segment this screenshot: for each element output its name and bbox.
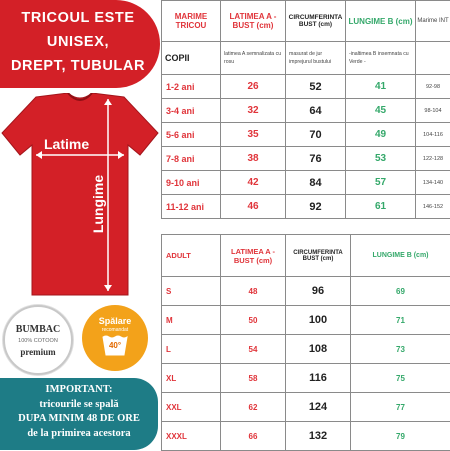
spalare-subtitle: recomandat xyxy=(82,327,148,333)
important-note xyxy=(0,378,158,450)
table-header-row xyxy=(162,235,450,277)
note-lungime: -inaltimea B insemnata cu Verde - xyxy=(346,42,416,75)
note-copii: COPII xyxy=(162,42,221,75)
lungime-cell: 53 xyxy=(346,147,416,171)
latime-cell: 66 xyxy=(221,422,286,451)
size-cell: 11-12 ani xyxy=(162,195,221,219)
lungime-cell: 77 xyxy=(351,393,450,422)
header-circumferinta: CIRCUMFERINTA BUST (cm) xyxy=(286,1,346,42)
latime-cell: 35 xyxy=(221,123,286,147)
circumferinta-cell: 132 xyxy=(286,422,351,451)
latime-cell: 54 xyxy=(221,335,286,364)
bumbac-tag: premium xyxy=(5,347,71,357)
header-marime: MARIME TRICOU xyxy=(162,1,221,42)
latime-cell: 48 xyxy=(221,277,286,306)
circumferinta-cell: 64 xyxy=(286,99,346,123)
spalare-badge xyxy=(82,305,148,371)
size-cell: L xyxy=(162,335,221,364)
table-row xyxy=(162,195,450,219)
size-cell: M xyxy=(162,306,221,335)
title-line: TRICOUL ESTE xyxy=(8,6,148,30)
size-cell: 3-4 ani xyxy=(162,99,221,123)
circumferinta-cell: 92 xyxy=(286,195,346,219)
table-row xyxy=(162,335,450,364)
table-row xyxy=(162,171,450,195)
header-lungime: LUNGIME B (cm) xyxy=(351,235,450,277)
table-notes-row xyxy=(162,42,450,75)
bumbac-title: BUMBAC xyxy=(5,324,71,335)
circumferinta-cell: 76 xyxy=(286,147,346,171)
note-latime: latimea A semnalizata cu rosu xyxy=(221,42,286,75)
lungime-cell: 61 xyxy=(346,195,416,219)
circumferinta-cell: 116 xyxy=(286,364,351,393)
int-cell: 122-128 xyxy=(416,147,450,171)
table-row xyxy=(162,75,450,99)
int-cell: 134-140 xyxy=(416,171,450,195)
table-row xyxy=(162,99,450,123)
table-row xyxy=(162,364,450,393)
header-latime: LATIMEA A - BUST (cm) xyxy=(221,235,286,277)
header-latime: LATIMEA A - BUST (cm) xyxy=(221,1,286,42)
lungime-cell: 71 xyxy=(351,306,450,335)
lungime-label: Lungime xyxy=(90,164,106,244)
adult-size-table xyxy=(161,234,450,451)
circumferinta-cell: 96 xyxy=(286,277,351,306)
lungime-cell: 57 xyxy=(346,171,416,195)
tshirt-icon xyxy=(0,93,160,298)
note-line: de la primirea acestora xyxy=(0,427,158,442)
bumbac-subtitle: 100% COTOON xyxy=(5,338,71,344)
latime-cell: 38 xyxy=(221,147,286,171)
latime-cell: 58 xyxy=(221,364,286,393)
lungime-cell: 75 xyxy=(351,364,450,393)
lungime-cell: 69 xyxy=(351,277,450,306)
note-line: IMPORTANT: xyxy=(0,383,158,398)
lungime-cell: 41 xyxy=(346,75,416,99)
latime-cell: 32 xyxy=(221,99,286,123)
lungime-cell: 79 xyxy=(351,422,450,451)
kids-size-table xyxy=(161,0,450,219)
latime-cell: 50 xyxy=(221,306,286,335)
size-cell: XL xyxy=(162,364,221,393)
lungime-cell: 73 xyxy=(351,335,450,364)
spalare-title: Spălare xyxy=(82,316,148,326)
table-row xyxy=(162,277,450,306)
size-cell: S xyxy=(162,277,221,306)
table-row xyxy=(162,147,450,171)
int-cell: 146-152 xyxy=(416,195,450,219)
circumferinta-cell: 70 xyxy=(286,123,346,147)
latime-cell: 62 xyxy=(221,393,286,422)
circumferinta-cell: 52 xyxy=(286,75,346,99)
table-row xyxy=(162,306,450,335)
tshirt-illustration xyxy=(0,93,160,298)
note-circumferinta: masurat de jur imprejurul bustului xyxy=(286,42,346,75)
size-cell: XXL xyxy=(162,393,221,422)
latime-cell: 42 xyxy=(221,171,286,195)
size-cell: 1-2 ani xyxy=(162,75,221,99)
header-lungime: LUNGIME B (cm) xyxy=(346,1,416,42)
size-cell: 9-10 ani xyxy=(162,171,221,195)
table-row xyxy=(162,123,450,147)
spalare-temperature: 40° xyxy=(102,341,128,350)
table-header-row xyxy=(162,1,450,42)
size-cell: 7-8 ani xyxy=(162,147,221,171)
table-row xyxy=(162,393,450,422)
int-cell: 92-98 xyxy=(416,75,450,99)
int-cell: 98-104 xyxy=(416,99,450,123)
note-line: tricourile se spală xyxy=(0,398,158,413)
table-row xyxy=(162,422,450,451)
header-adult: ADULT xyxy=(162,235,221,277)
header-circumferinta: CIRCUMFERINTA BUST (cm) xyxy=(286,235,351,277)
circumferinta-cell: 84 xyxy=(286,171,346,195)
bumbac-badge xyxy=(3,305,73,375)
latime-label: Latime xyxy=(44,136,89,152)
circumferinta-cell: 108 xyxy=(286,335,351,364)
title-line: DREPT, TUBULAR xyxy=(8,54,148,78)
size-cell: XXXL xyxy=(162,422,221,451)
latime-cell: 46 xyxy=(221,195,286,219)
note-line: DUPA MINIM 48 DE ORE xyxy=(0,412,158,427)
title-banner xyxy=(0,0,160,88)
lungime-cell: 49 xyxy=(346,123,416,147)
latime-cell: 26 xyxy=(221,75,286,99)
circumferinta-cell: 100 xyxy=(286,306,351,335)
banner-title xyxy=(8,6,148,78)
circumferinta-cell: 124 xyxy=(286,393,351,422)
size-cell: 5-6 ani xyxy=(162,123,221,147)
lungime-cell: 45 xyxy=(346,99,416,123)
int-cell: 104-116 xyxy=(416,123,450,147)
title-line: UNISEX, xyxy=(8,30,148,54)
header-int: Marime INT xyxy=(416,1,450,42)
note-empty xyxy=(416,42,450,75)
